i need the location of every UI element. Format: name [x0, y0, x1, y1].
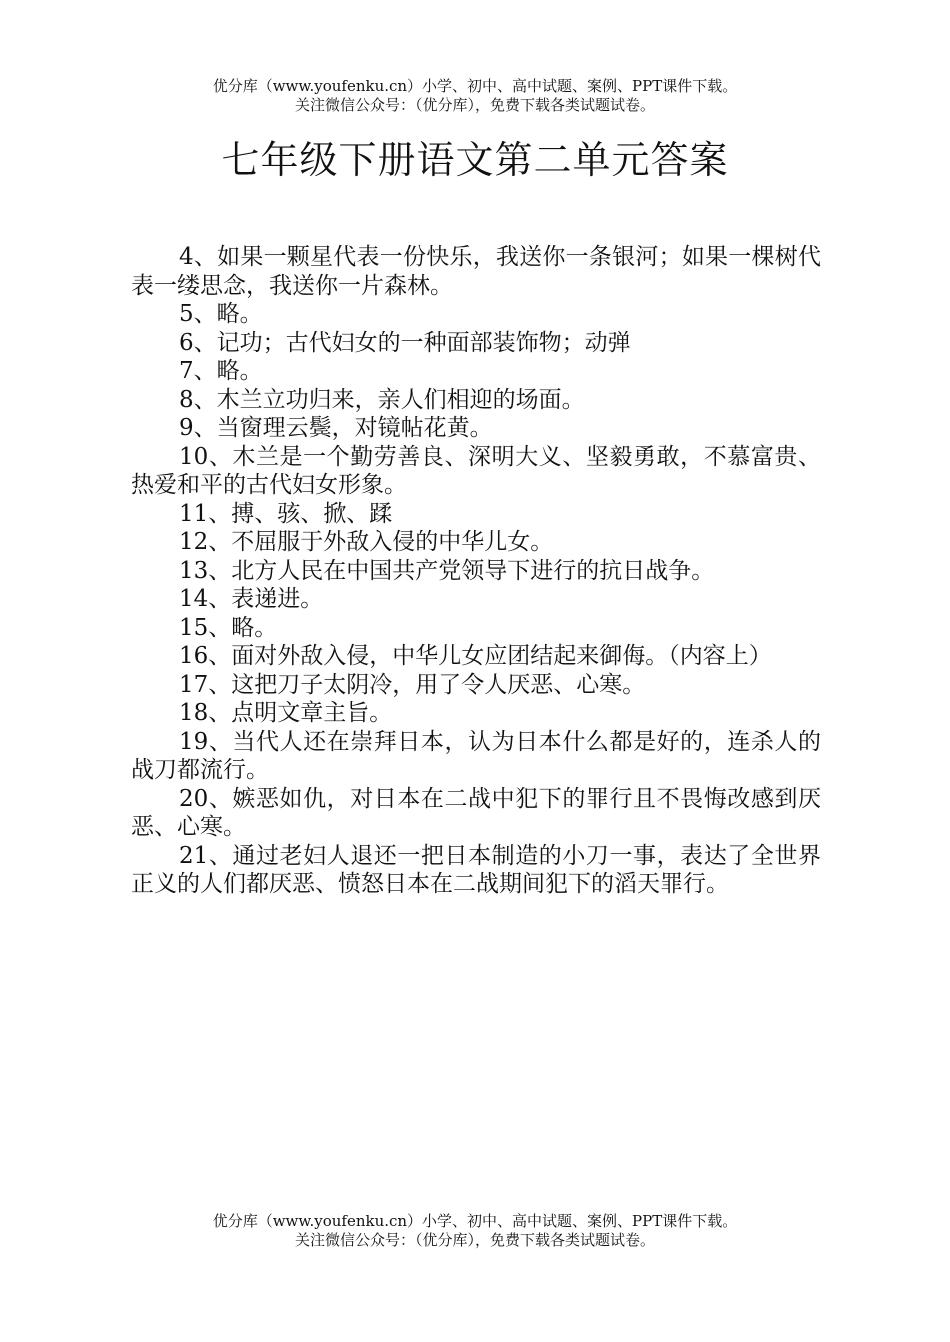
answer-item: 14、表递进。 [179, 586, 324, 612]
header-line-2: 关注微信公众号：（优分库），免费下载各类试题试卷。 [294, 96, 655, 114]
answer-item: 8、木兰立功归来，亲人们相迎的场面。 [179, 386, 585, 413]
answer-item: 15、略。 [179, 614, 278, 641]
document-title: 七年级下册语文第二单元答案 [221, 138, 729, 182]
footer-line-1: 优分库（www.youfenku.cn）小学、初中、高中试题、案例、PPT课件下载。 [212, 1212, 738, 1230]
answer-item: 11、搏、骇、掀、蹂 [179, 500, 393, 527]
answer-item: 10、木兰是一个勤劳善良、深明大义、坚毅勇敢，不慕富贵、热爱和平的古代妇女形象。 [131, 443, 821, 498]
footer-line-2: 关注微信公众号：（优分库），免费下载各类试题试卷。 [294, 1231, 655, 1249]
answer-item: 13、北方人民在中国共产党领导下进行的抗日战争。 [179, 557, 715, 584]
answer-item: 17、这把刀子太阴冷，用了令人厌恶、心寒。 [179, 671, 646, 698]
answer-item: 18、点明文章主旨。 [179, 700, 393, 726]
answer-item: 5、略。 [179, 301, 263, 327]
answer-item: 4、如果一颗星代表一份快乐，我送你一条银河；如果一棵树代表一缕思念，我送你一片森林。 [131, 244, 821, 299]
answer-item: 6、记功；古代妇女的一种面部装饰物；动弹 [179, 329, 631, 356]
answer-item: 16、面对外敌入侵，中华儿女应团结起来御侮。（内容上） [179, 643, 772, 669]
page-footer [0, 1212, 950, 1250]
answer-item: 19、当代人还在崇拜日本，认为日本什么都是好的，连杀人的战刀都流行。 [131, 728, 821, 783]
answer-item: 21、通过老妇人退还一把日本制造的小刀一事，表达了全世界正义的人们都厌恶、愤怒日本在二战期间犯下的滔天罪行。 [131, 842, 821, 897]
header-line-1: 优分库（www.youfenku.cn）小学、初中、高中试题、案例、PPT课件下载。 [212, 77, 738, 95]
answer-item: 12、不屈服于外敌入侵的中华儿女。 [179, 529, 554, 555]
page-header [0, 77, 950, 115]
answer-item: 20、嫉恶如仇，对日本在二战中犯下的罪行且不畏悔改感到厌恶、心寒。 [131, 785, 821, 840]
answer-item: 9、当窗理云鬓，对镜帖花黄。 [179, 415, 493, 441]
answer-item: 7、略。 [179, 358, 263, 384]
answer-list [131, 243, 821, 899]
